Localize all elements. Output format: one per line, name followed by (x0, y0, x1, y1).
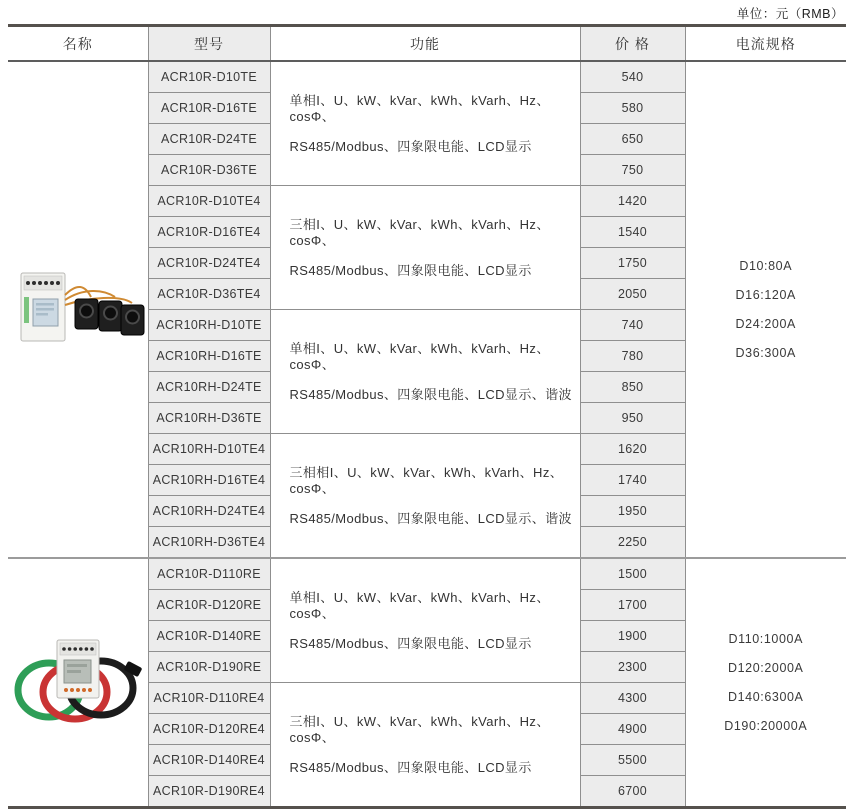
price-cell: 1700 (580, 590, 685, 621)
function-line: 三相相I、U、kW、kVar、kWh、kVarh、Hz、cosΦ、 (289, 464, 564, 496)
price-cell: 1620 (580, 434, 685, 465)
model-cell: ACR10R-D140RE4 (148, 745, 270, 776)
model-cell: ACR10R-D190RE4 (148, 776, 270, 808)
model-cell: ACR10RH-D36TE4 (148, 527, 270, 559)
product-photo-cell (8, 558, 148, 808)
table-row (8, 558, 846, 590)
model-cell: ACR10R-D24TE4 (148, 248, 270, 279)
price-cell: 850 (580, 372, 685, 403)
price-cell: 2050 (580, 279, 685, 310)
model-cell: ACR10R-D16TE4 (148, 217, 270, 248)
price-cell: 1950 (580, 496, 685, 527)
price-cell: 1750 (580, 248, 685, 279)
model-cell: ACR10R-D110RE (148, 558, 270, 590)
price-cell: 1500 (580, 558, 685, 590)
function-cell (270, 186, 580, 310)
model-cell: ACR10R-D16TE (148, 93, 270, 124)
function-line: RS485/Modbus、四象限电能、LCD显示、谐波 (289, 510, 572, 526)
product-photo-re-series (11, 628, 145, 732)
current-spec-line: D36:300A (735, 345, 796, 360)
function-line: RS485/Modbus、四象限电能、LCD显示、谐波 (289, 386, 572, 402)
product-photo-cell (8, 61, 148, 558)
model-cell: ACR10R-D120RE (148, 590, 270, 621)
model-cell: ACR10R-D10TE (148, 61, 270, 93)
unit-label: 单位：元（RMB） (736, 7, 844, 21)
model-cell: ACR10R-D190RE (148, 652, 270, 683)
model-cell: ACR10RH-D16TE4 (148, 465, 270, 496)
current-spec-line: D10:80A (739, 258, 793, 273)
product-photo-te-series (11, 255, 145, 359)
price-cell: 650 (580, 124, 685, 155)
function-cell (270, 61, 580, 186)
function-line: 三相I、U、kW、kVar、kWh、kVarh、Hz、cosΦ、 (289, 713, 550, 745)
model-cell: ACR10R-D24TE (148, 124, 270, 155)
function-cell (270, 558, 580, 683)
column-header-price: 价 格 (580, 26, 685, 62)
model-cell: ACR10RH-D24TE4 (148, 496, 270, 527)
function-line: 单相I、U、kW、kVar、kWh、kVarh、Hz、cosΦ、 (289, 589, 550, 621)
model-cell: ACR10R-D36TE4 (148, 279, 270, 310)
model-cell: ACR10R-D140RE (148, 621, 270, 652)
model-cell: ACR10R-D36TE (148, 155, 270, 186)
function-line: 单相I、U、kW、kVar、kWh、kVarh、Hz、cosΦ、 (289, 340, 550, 372)
function-line: RS485/Modbus、四象限电能、LCD显示 (289, 759, 532, 775)
header-row (8, 26, 846, 62)
current-spec-line: D16:120A (735, 287, 796, 302)
model-cell: ACR10R-D110RE4 (148, 683, 270, 714)
price-cell: 2250 (580, 527, 685, 559)
model-cell: ACR10RH-D16TE (148, 341, 270, 372)
price-cell: 580 (580, 93, 685, 124)
function-cell (270, 683, 580, 808)
price-cell: 750 (580, 155, 685, 186)
current-spec-line: D110:1000A (728, 631, 804, 646)
price-cell: 780 (580, 341, 685, 372)
current-spec-line: D24:200A (735, 316, 796, 331)
price-cell: 4300 (580, 683, 685, 714)
price-cell: 6700 (580, 776, 685, 808)
current-spec-line: D140:6300A (727, 689, 804, 704)
model-cell: ACR10R-D120RE4 (148, 714, 270, 745)
price-cell: 4900 (580, 714, 685, 745)
price-cell: 1420 (580, 186, 685, 217)
table-row (8, 61, 846, 93)
price-cell: 950 (580, 403, 685, 434)
column-header-function: 功能 (270, 26, 580, 62)
price-cell: 5500 (580, 745, 685, 776)
function-line: 单相I、U、kW、kVar、kWh、kVarh、Hz、cosΦ、 (289, 92, 550, 124)
function-line: RS485/Modbus、四象限电能、LCD显示 (289, 138, 532, 154)
price-cell: 1900 (580, 621, 685, 652)
function-line: 三相I、U、kW、kVar、kWh、kVarh、Hz、cosΦ、 (289, 216, 550, 248)
price-cell: 1540 (580, 217, 685, 248)
model-cell: ACR10RH-D10TE4 (148, 434, 270, 465)
model-cell: ACR10RH-D10TE (148, 310, 270, 341)
column-header-name: 名称 (8, 26, 148, 62)
model-cell: ACR10RH-D36TE (148, 403, 270, 434)
current-spec-line: D190:20000A (724, 718, 808, 733)
price-cell: 2300 (580, 652, 685, 683)
price-cell: 740 (580, 310, 685, 341)
function-cell (270, 434, 580, 559)
current-spec-cell (685, 558, 846, 808)
function-line: RS485/Modbus、四象限电能、LCD显示 (289, 262, 532, 278)
column-header-model: 型号 (148, 26, 270, 62)
current-spec-line: D120:2000A (727, 660, 804, 675)
price-cell: 540 (580, 61, 685, 93)
function-cell (270, 310, 580, 434)
model-cell: ACR10R-D10TE4 (148, 186, 270, 217)
column-header-current-spec: 电流规格 (685, 26, 846, 62)
function-line: RS485/Modbus、四象限电能、LCD显示 (289, 635, 532, 651)
price-table (8, 24, 846, 809)
current-spec-cell (685, 61, 846, 558)
price-cell: 1740 (580, 465, 685, 496)
model-cell: ACR10RH-D24TE (148, 372, 270, 403)
